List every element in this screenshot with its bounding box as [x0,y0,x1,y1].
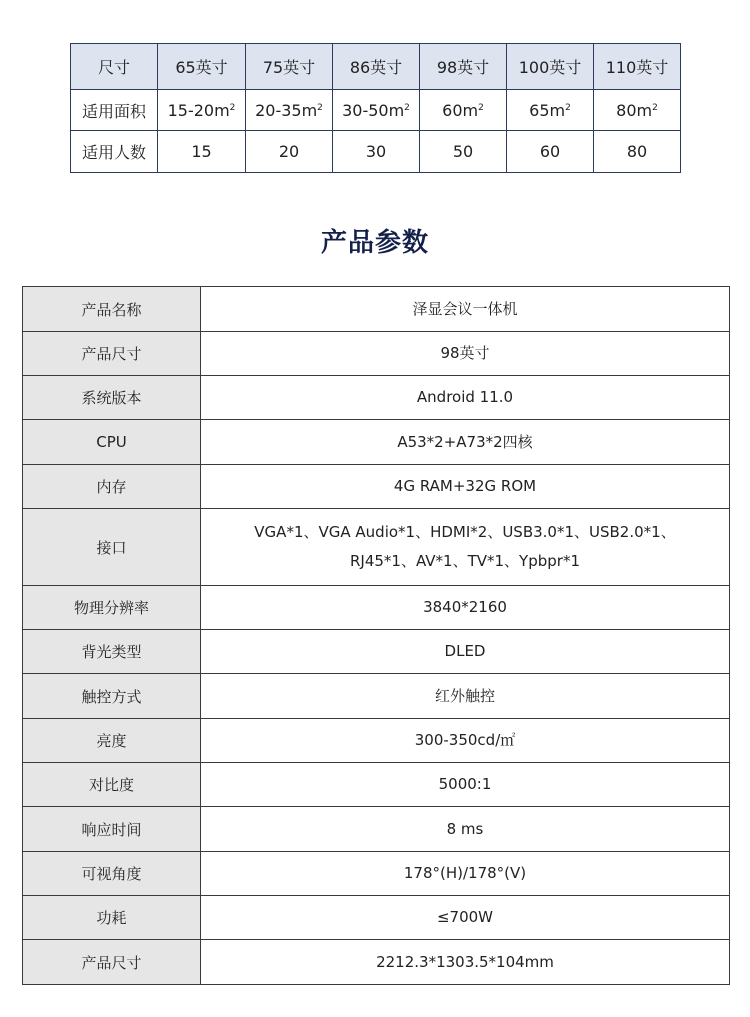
param-row [23,674,730,719]
size-table-header-row [71,44,681,90]
param-table [22,286,730,985]
people-cell: 80 [594,131,681,173]
area-cell: $15-20m^2$ [158,90,246,131]
param-value: 3840*2160 [201,586,730,630]
param-value: ≤700W [201,896,730,940]
param-value-line: VGA*1、VGA Audio*1、HDMI*2、USB3.0*1、USB2.0*1、 [254,523,676,541]
param-value: 5000:1 [201,763,730,807]
param-row [23,376,730,420]
param-value-line: RJ45*1、AV*1、TV*1、Ypbpr*1 [350,552,580,570]
param-value: Android 11.0 [201,376,730,420]
param-value: 300-350cd/㎡ [201,719,730,763]
param-row [23,586,730,630]
param-key: 亮度 [23,719,201,763]
param-row [23,896,730,940]
area-cell: $65m^2$ [507,90,594,131]
size-cell: 75英寸 [246,44,333,90]
param-key: 产品名称 [23,287,201,332]
param-value: 98英寸 [201,332,730,376]
people-cell: 50 [420,131,507,173]
param-key: 内存 [23,465,201,509]
people-cell: 30 [333,131,420,173]
param-row [23,332,730,376]
area-cell: $60m^2$ [420,90,507,131]
param-value: 8 ms [201,807,730,852]
param-value: 4G RAM+32G ROM [201,465,730,509]
param-value: 红外触控 [201,674,730,719]
people-cell: 20 [246,131,333,173]
people-row [71,131,681,173]
people-cell: 60 [507,131,594,173]
people-cell: 15 [158,131,246,173]
param-value: DLED [201,630,730,674]
param-value: A53*2+A73*2四核 [201,420,730,465]
param-key: 物理分辨率 [23,586,201,630]
param-row [23,940,730,985]
size-cell: 98英寸 [420,44,507,90]
size-cell: 110英寸 [594,44,681,90]
size-table [70,43,681,173]
size-cell: 65英寸 [158,44,246,90]
param-key: 功耗 [23,896,201,940]
param-key: 接口 [23,509,201,586]
param-row [23,287,730,332]
param-row [23,465,730,509]
param-row [23,852,730,896]
param-row [23,807,730,852]
area-cell: $80m^2$ [594,90,681,131]
param-row [23,630,730,674]
param-key: 系统版本 [23,376,201,420]
area-label: 适用面积 [71,90,158,131]
param-key: 触控方式 [23,674,201,719]
area-row [71,90,681,131]
param-key: 产品尺寸 [23,332,201,376]
people-label: 适用人数 [71,131,158,173]
param-value: 泽显会议一体机 [201,287,730,332]
param-key: CPU [23,420,201,465]
param-row [23,763,730,807]
size-cell: 86英寸 [333,44,420,90]
param-row [23,509,730,586]
param-key: 产品尺寸 [23,940,201,985]
area-cell: $30-50m^2$ [333,90,420,131]
param-row [23,420,730,465]
area-cell: $20-35m^2$ [246,90,333,131]
param-value: 2212.3*1303.5*104mm [201,940,730,985]
param-key: 可视角度 [23,852,201,896]
param-row [23,719,730,763]
size-header-label: 尺寸 [71,44,158,90]
param-value [201,509,730,586]
param-key: 背光类型 [23,630,201,674]
param-key: 响应时间 [23,807,201,852]
param-key: 对比度 [23,763,201,807]
param-value: 178°(H)/178°(V) [201,852,730,896]
section-title: 产品参数 [320,228,429,258]
size-cell: 100英寸 [507,44,594,90]
